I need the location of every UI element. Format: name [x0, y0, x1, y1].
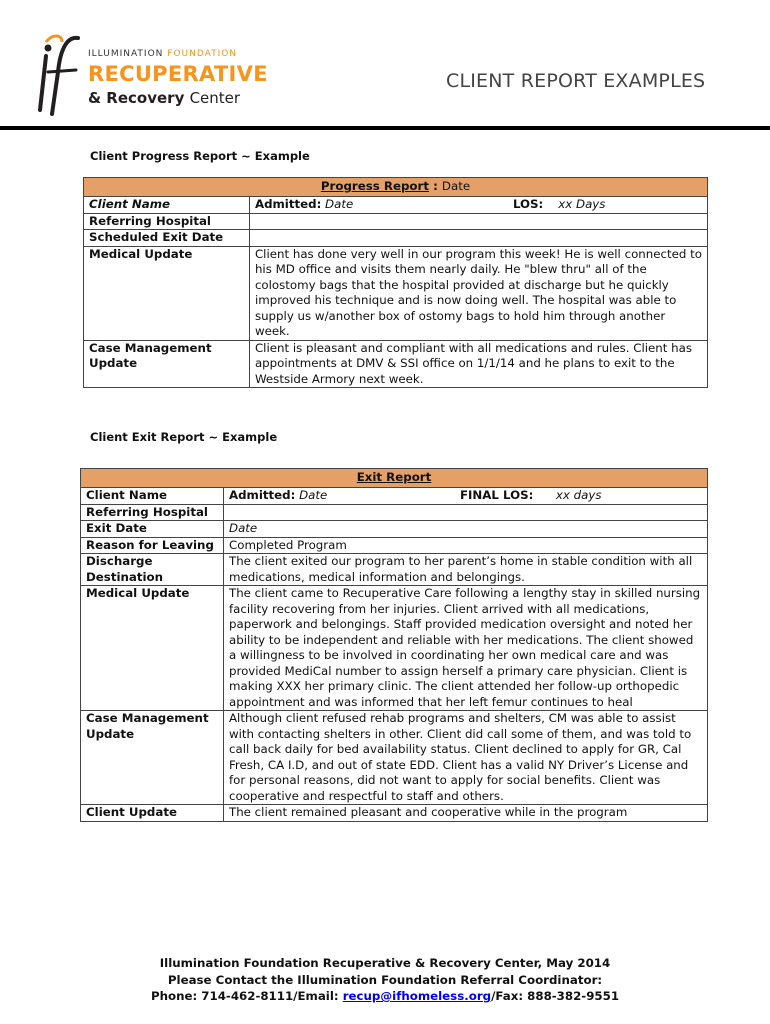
footer-line-2: Please Contact the Illumination Foundation Referral Coordinator: [167, 972, 603, 987]
footer-line-3: Phone: 714-462-8111/Email: recup@ifhomeless.org/Fax: 888-382-9551 [150, 989, 620, 1003]
logo-recuperative-text: RECUPERATIVE [88, 62, 268, 86]
discharge-destination-text: The client exited our program to her parent’s home in stable condition with all medications, medical information and belongings. [223, 554, 707, 586]
progress-report-table [83, 177, 708, 388]
client-update-label: Client Update [81, 805, 224, 822]
table-row [84, 230, 708, 247]
header-divider [0, 126, 770, 130]
medical-update-text: Client has done very well in our program this week! He is well connected to his MD office and visits them nearly daily. He "blew thru" all of the colostomy bags that the hospital provided at discharge but he quickly improved his technique and is now doing well. The hospital was able to supply us w/another box of ostomy bags to hold him through another week. [249, 246, 707, 340]
progress-report-header: Progress Report : Date [84, 178, 708, 197]
case-management-text: Although client refused rehab programs and shelters, CM was able to assist with contacting shelters in other. Client did call some of them, and was told to call back daily for bed availability status. Client declined to apply for GR, Cal Fresh, CA I.D, and out of state EDD. Client has a valid NY Driver’s License and for personal reasons, did not want to apply for social benefits. Client was cooperative and respectful to staff and others. [223, 711, 707, 805]
email-link[interactable]: recup@ifhomeless.org [342, 989, 492, 1003]
page-title: CLIENT REPORT EXAMPLES [446, 70, 706, 92]
table-row [84, 197, 708, 214]
table-row [81, 711, 708, 805]
case-management-label: Case Management Update [84, 340, 250, 388]
medical-update-text: The client came to Recuperative Care following a lengthy stay in skilled nursing facility recovering from her injuries. Client arrived with all medications, paperwork and belongings. Staff provided medication oversight and noted her ability to be independent and reliable with her medications. The client showed a willingness to be involved in coordinating her own medical care and was provided MediCal number to assign herself a primary care physician. Client is making XXX her primary clinic. The client attended her follow-up orthopedic appointment and was informed that her left femur continues to heal [223, 586, 707, 711]
progress-section-title: Client Progress Report ~ Example [90, 149, 310, 163]
case-management-label: Case Management Update [81, 711, 224, 805]
exit-date-label: Exit Date [81, 521, 224, 538]
table-row [81, 554, 708, 586]
exit-report-header-row [81, 469, 708, 488]
table-row [84, 340, 708, 388]
client-name-label: Client Name [84, 197, 250, 214]
progress-report-header-row [84, 178, 708, 197]
exit-report-header: Exit Report [81, 469, 708, 488]
referring-hospital-label: Referring Hospital [81, 504, 224, 521]
referring-hospital-value [223, 504, 707, 521]
admitted-cell: Admitted: Date FINAL LOS: xx days [223, 488, 707, 505]
table-row [81, 504, 708, 521]
referring-hospital-value [249, 213, 707, 230]
scheduled-exit-date-value [249, 230, 707, 247]
table-row [84, 246, 708, 340]
medical-update-label: Medical Update [84, 246, 250, 340]
medical-update-label: Medical Update [81, 586, 224, 711]
exit-section-title: Client Exit Report ~ Example [90, 430, 278, 444]
table-row [81, 521, 708, 538]
page-footer [0, 955, 770, 1005]
footer-line-1: Illumination Foundation Recuperative & Recovery Center, May 2014 [159, 956, 611, 970]
discharge-destination-label: Discharge Destination [81, 554, 224, 586]
reason-for-leaving-label: Reason for Leaving [81, 537, 224, 554]
if-monogram-icon [32, 32, 88, 116]
logo-recovery-center-text: & Recovery Center [88, 89, 241, 107]
admitted-cell: Admitted: Date LOS: xx Days [249, 197, 707, 214]
table-row [81, 586, 708, 711]
table-row [81, 488, 708, 505]
table-row [84, 213, 708, 230]
referring-hospital-label: Referring Hospital [84, 213, 250, 230]
table-row [81, 805, 708, 822]
reason-for-leaving-value: Completed Program [223, 537, 707, 554]
client-update-text: The client remained pleasant and cooperative while in the program [223, 805, 707, 822]
client-name-label: Client Name [81, 488, 224, 505]
exit-report-table [80, 468, 708, 822]
scheduled-exit-date-label: Scheduled Exit Date [84, 230, 250, 247]
table-row [81, 537, 708, 554]
organization-logo [28, 32, 268, 116]
case-management-text: Client is pleasant and compliant with all medications and rules. Client has appointments at DMV & SSI office on 1/1/14 and he plans to exit to the Westside Armory next week. [249, 340, 707, 388]
logo-foundation-text: ILLUMINATION FOUNDATION [88, 49, 238, 59]
exit-date-value: Date [223, 521, 707, 538]
